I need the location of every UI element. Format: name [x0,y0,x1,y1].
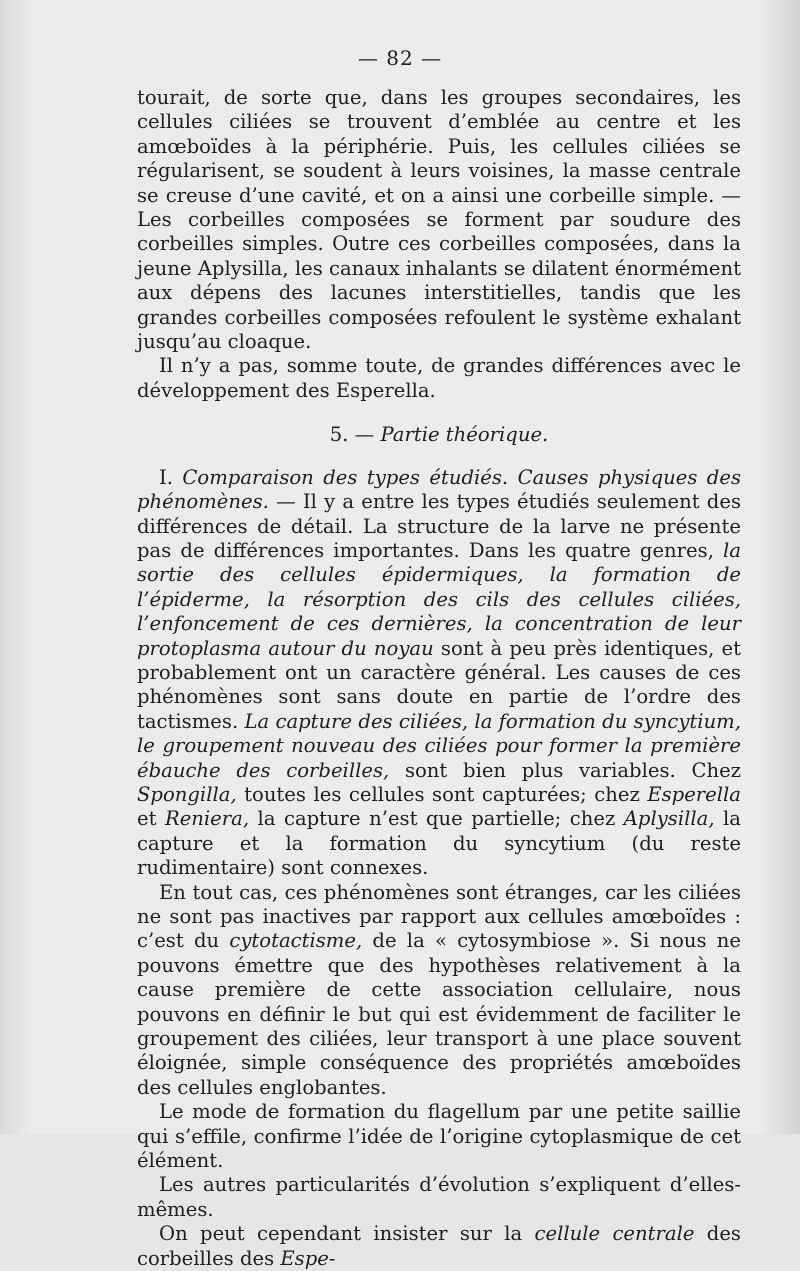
body-text [137,86,741,1271]
italic-run: Esperella [647,782,741,806]
text-run: sont bien plus variables. Chez [389,758,742,782]
text-run: On peut cependant insister sur la [159,1222,535,1246]
italic-run: Espe- [280,1246,336,1270]
italic-run: Aplysilla, [623,807,715,831]
paragraph-6: Les autres particularités d’évolution s’expliquent d’elles-mêmes. [137,1173,741,1221]
paragraph-5: Le mode de formation du flagellum par une petite saillie qui s’effile, confirme l’idée de l’origine cytoplasmique de cet élément. [137,1100,741,1173]
italic-run: Spongilla, [137,782,237,806]
paragraph-4 [137,881,741,1101]
italic-run: Reniera, [164,807,250,831]
section-number: 5. — [329,423,375,447]
text-run: sont à peu près identiques, et probablement ont un caractère général. Les causes de ces phénomènes sont sans doute en partie de l’ordre des tactismes. [137,636,741,733]
text-run: de la « cytosymbiose ». Si nous ne pouvons émettre que des hypothèses relativement à la cause première de cette association cellulaire, nous pouvons en définir le but qui est évidemment de faciliter le groupement des ciliées, leur transport à une place souvent éloignée, simple conséquence des propriétés amœboïdes des cellules englobantes. [137,929,741,1099]
paragraph-7 [137,1222,741,1271]
italic-run: la sortie des cellules épidermiques, la formation de l’épiderme, la résorption des cils des cellules ciliées, l’enfoncement de ces dernières, la concentration de leur protoplasma autour du noyau [137,538,741,660]
page-number: — 82 — [357,46,443,70]
text-run: des corbeilles des [137,1222,741,1270]
section-title: Partie théorique. [380,423,549,447]
italic-run: cellule centrale [534,1222,695,1246]
paragraph-1: tourait, de sorte que, dans les groupes secondaires, les cellules ciliées se trouvent d’emblée au centre et les amœboïdes à la périphérie. Puis, les cellules ciliées se régularisent, se soudent à leurs voisines, la masse centrale se creuse d’une cavité, et on a ainsi une corbeille simple. — Les corbeilles composées se forment par soudure des corbeilles simples. Outre ces corbeilles composées, dans la jeune Aplysilla, les canaux inhalants se dilatent énormément aux dépens des lacunes interstitielles, tandis que les grandes corbeilles composées refoulent le système exhalant jusqu’au cloaque. [137,86,741,354]
text-run: la capture et la formation du syncytium (du reste rudimentaire) sont connexes. [137,807,741,880]
text-run: — Il y a entre les types étudiés seulement des différences de détail. La structure de la larve ne présente pas de différences importantes. Dans les quatre genres, [137,490,741,562]
italic-run: La capture des ciliées, la formation du syncytium, le groupement nouveau des ciliées pour former la première ébauche des corbeilles, [137,709,741,782]
paragraph-2: Il n’y a pas, somme toute, de grandes différences avec le développement des Esperella. [137,354,741,402]
text-run: la capture n’est que partielle; chez [249,807,624,831]
subsection-title: Comparaison des types étudiés. Causes physiques des phénomènes. [137,465,741,514]
text-run: toutes les cellules sont capturées; chez [236,782,648,806]
italic-run: cytotactisme, [229,929,363,953]
paragraph-3 [137,466,741,881]
text-run: En tout cas, ces phénomènes sont étranges, car les ciliées ne sont pas inactives par rapport aux cellules amœboïdes : c’est du [137,880,741,953]
section-heading [137,423,741,447]
subsection-number: I. [159,465,173,489]
text-run: et [137,807,165,831]
